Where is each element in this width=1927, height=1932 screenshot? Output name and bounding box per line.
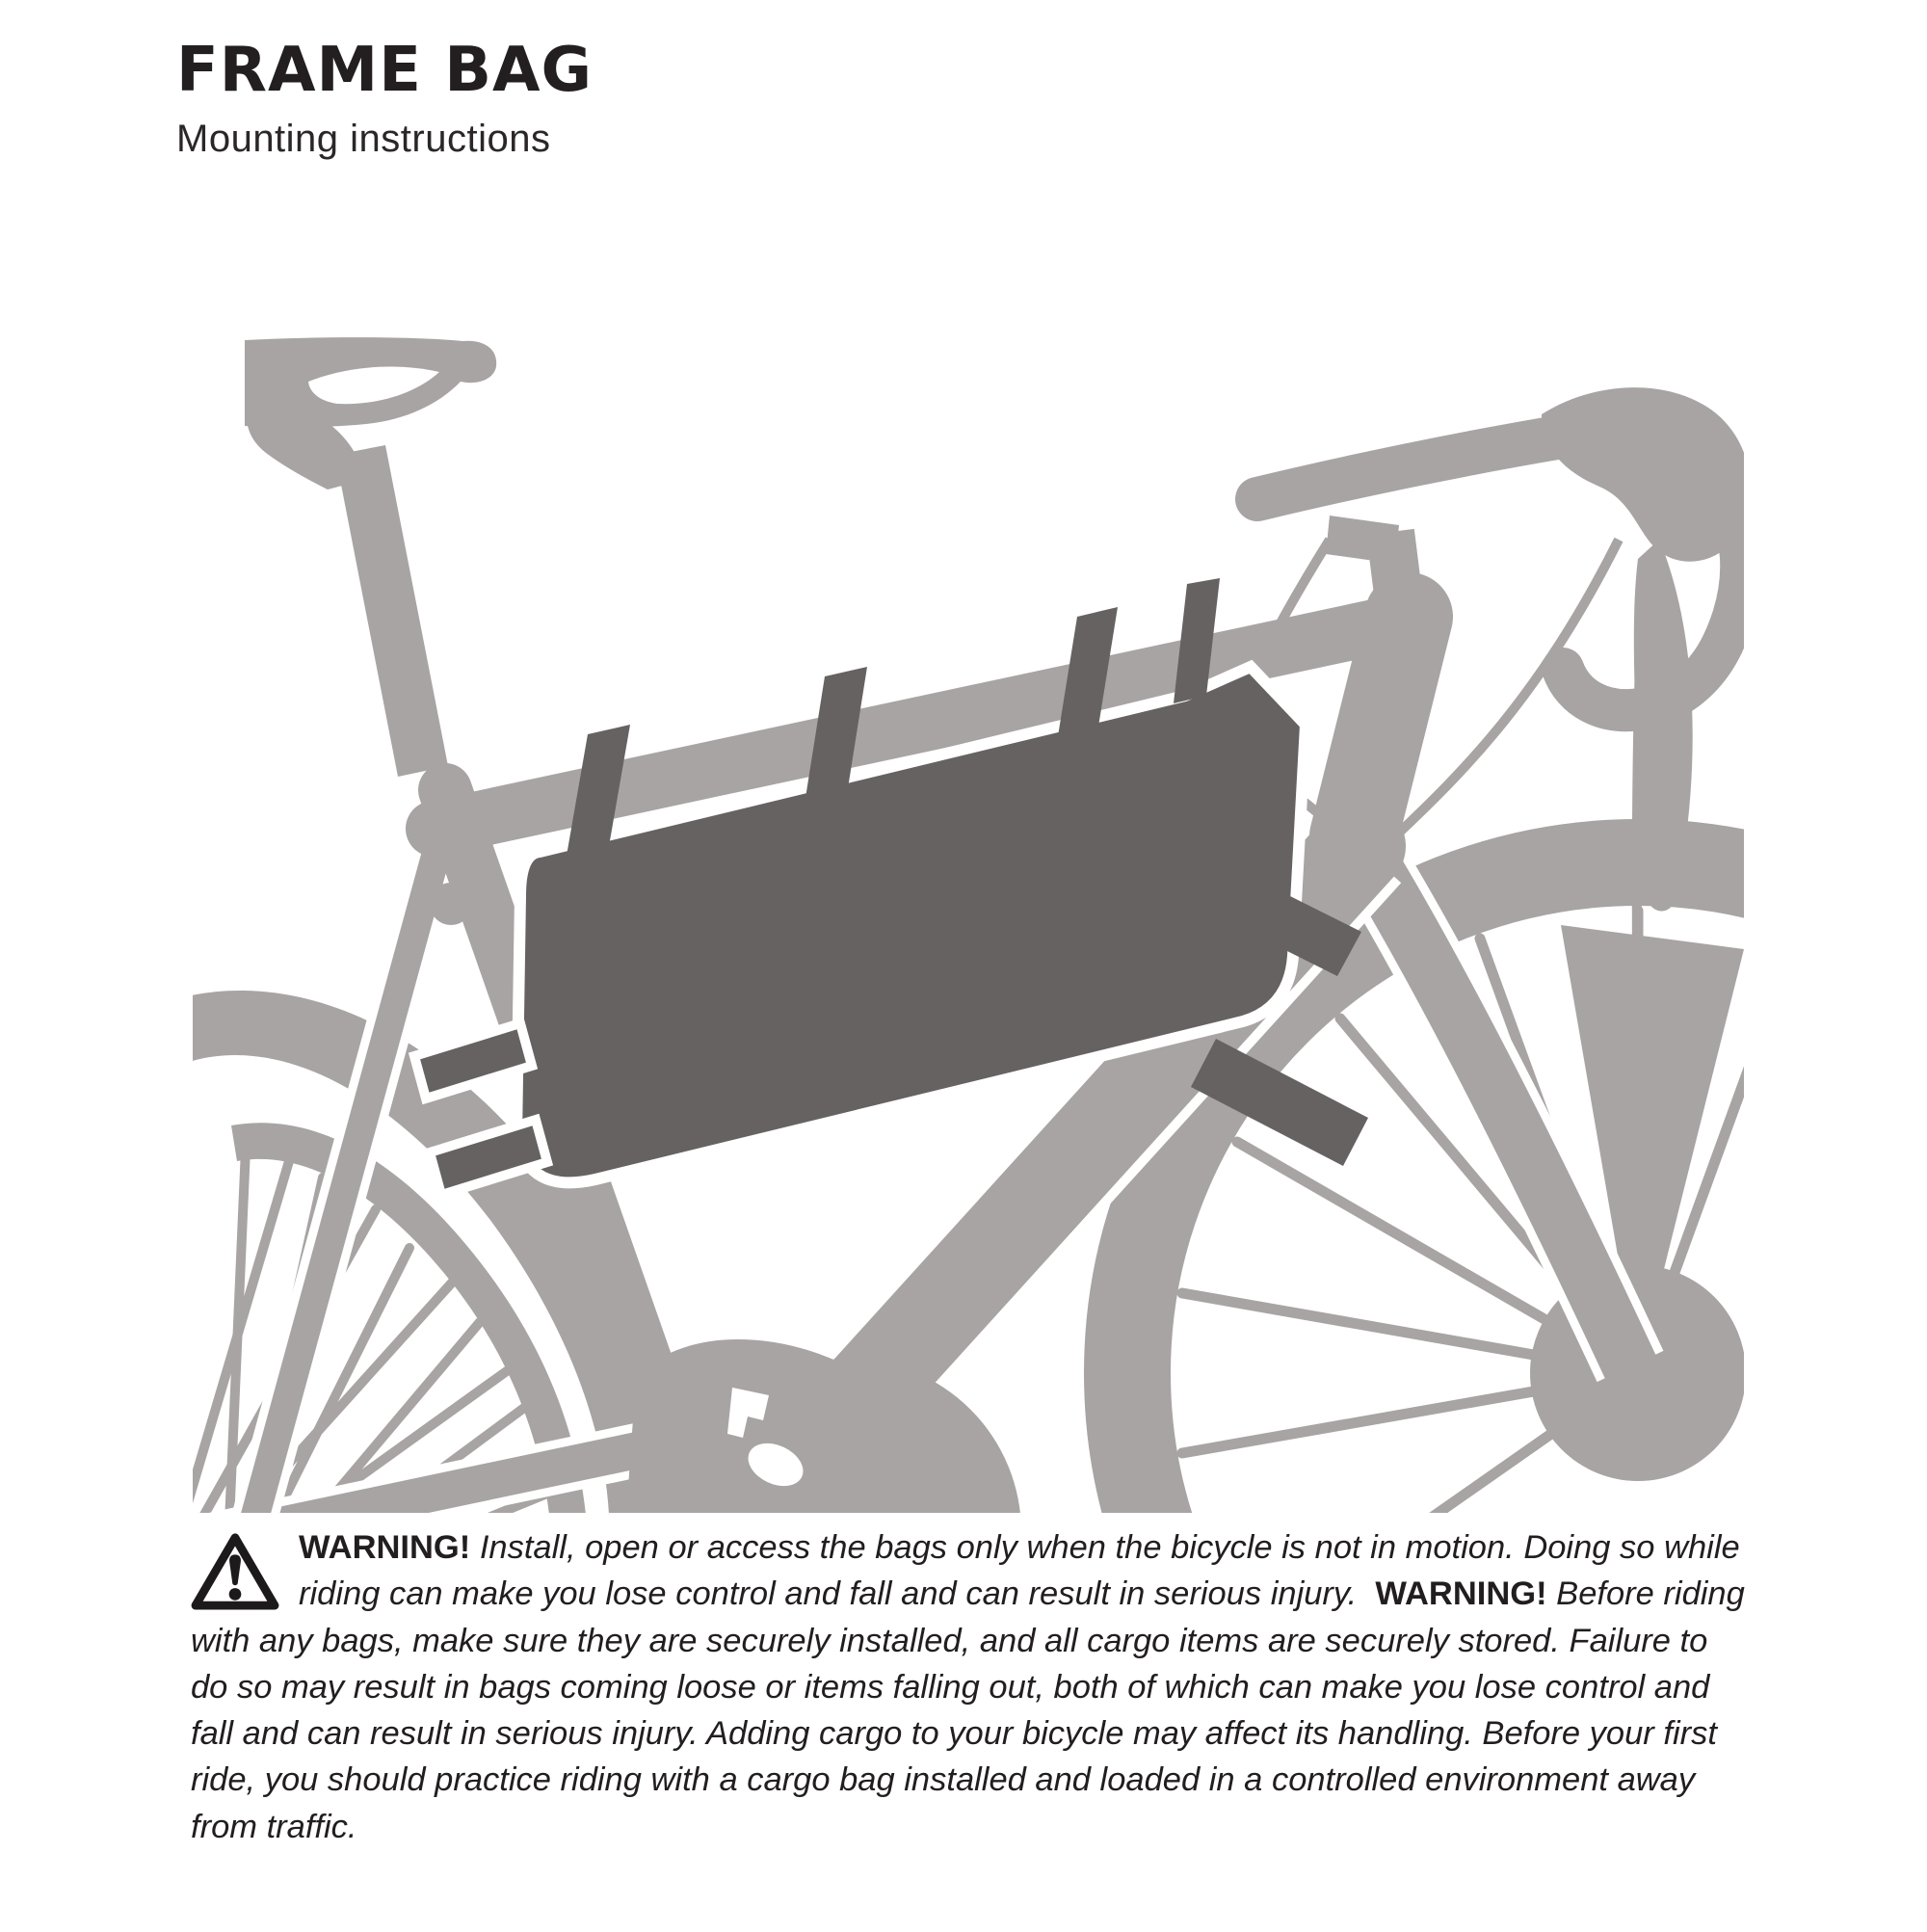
- warning-text: WARNING! Install, open or access the bags only when the bicycle is not in motion. Doing so while riding can make you lose control and fall and can result in serious injury. WARNING! Before riding with any bags, make sure they are securely installed, and all cargo items are securely stored. Failure to do so may result in bags coming loose or items falling out, both of which can make you lose control and fall and can result in serious injury. Adding cargo to your bicycle may affect its handling. Before your first ride, you should practice riding with a cargo bag installed and loaded in a controlled environment away from traffic.: [191, 1529, 1745, 1845]
- brake-hood: [1542, 387, 1751, 562]
- head-tube: [1326, 516, 1409, 836]
- page-subtitle: Mounting instructions: [176, 118, 551, 160]
- warning-section: [191, 1524, 1747, 1850]
- warning-triangle-icon: [191, 1530, 279, 1611]
- page-title: FRAME BAG: [176, 35, 594, 106]
- saddle: [245, 337, 496, 777]
- seatpost: [335, 445, 448, 777]
